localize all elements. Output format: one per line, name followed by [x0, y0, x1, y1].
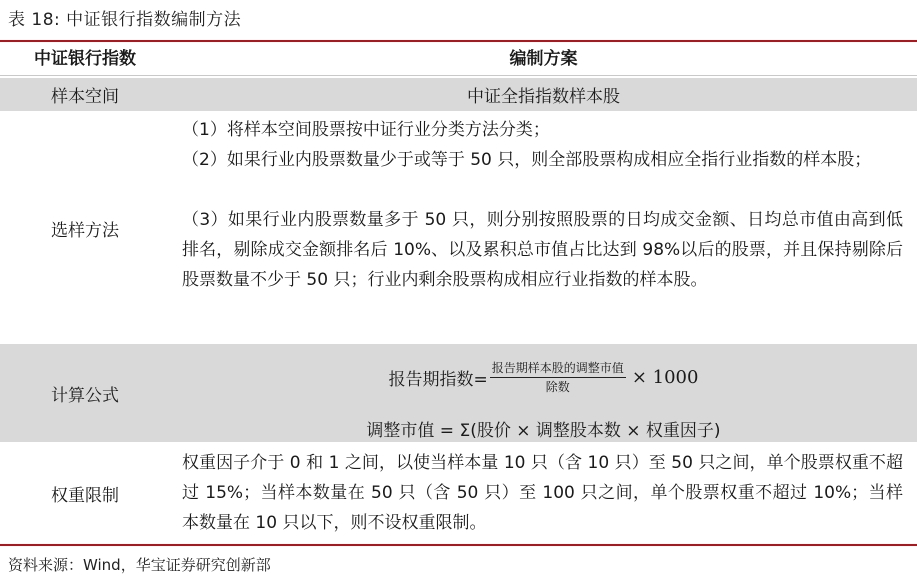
- formula-lhs: 报告期指数=: [388, 369, 488, 390]
- adjusted-market-value-formula: 调整市值 = Σ(股价 × 调整股本数 × 权重因子): [366, 420, 721, 441]
- row-weight: [0, 444, 917, 542]
- source-note: 资料来源：Wind，华宝证券研究创新部: [8, 556, 271, 574]
- row-label-weight: 权重限制: [51, 485, 119, 506]
- table-caption: 表 18: 中证银行指数编制方法: [8, 10, 242, 30]
- formula-multiplier: × 1000: [631, 366, 699, 388]
- index-formula: [170, 352, 917, 402]
- row-label-sample-space: 样本空间: [51, 87, 119, 107]
- selection-paragraph-3: （3）如果行业内股票数量多于 50 只，则分别按照股票的日均成交金额、日均总市值由高到低排名，剔除成交金额排名后 10%、以及累积总市值占比达到 98%以后的股票，并且保持剔除后股票数量不少于 50 只；行业内剩余股票构成相应行业指数的样本股。: [182, 210, 903, 290]
- formula-numerator: 报告期样本股的调整市值: [490, 359, 626, 378]
- header-rule: [0, 75, 917, 76]
- row-content-weight: [170, 444, 917, 542]
- formula-fraction: [490, 359, 626, 396]
- bottom-rule: [0, 544, 917, 546]
- weight-text: 权重因子介于 0 和 1 之间，以使当样本量 10 只（含 10 只）至 50 只之间，单个股票权重不超过 15%；当样本数量在 50 只（含 50 只）至 100 只之间，单个股票权重不超过 10%；当样本数量在 10 只以下，则不设权重限制。: [182, 453, 903, 533]
- sample-space-text: 中证全指指数样本股: [467, 87, 620, 107]
- formula-denominator: 除数: [545, 379, 570, 394]
- header-index-name: 中证银行指数: [34, 49, 136, 69]
- selection-paragraph-2: （2）如果行业内股票数量少于或等于 50 只，则全部股票构成相应全指行业指数的样本股；: [182, 150, 872, 170]
- row-content-selection: [170, 113, 917, 343]
- row-sample-space: [0, 78, 917, 111]
- row-label-selection: 选样方法: [51, 220, 119, 241]
- row-content-sample-space: [170, 78, 917, 111]
- selection-paragraph-1: （1）将样本空间股票按中证行业分类方法分类；: [182, 120, 550, 140]
- header-plan: 编制方案: [509, 49, 578, 69]
- row-label-formula: 计算公式: [51, 385, 119, 406]
- row-content-formula: [170, 344, 917, 442]
- row-formula: [0, 344, 917, 442]
- row-selection: [0, 113, 917, 343]
- top-rule: [0, 40, 917, 42]
